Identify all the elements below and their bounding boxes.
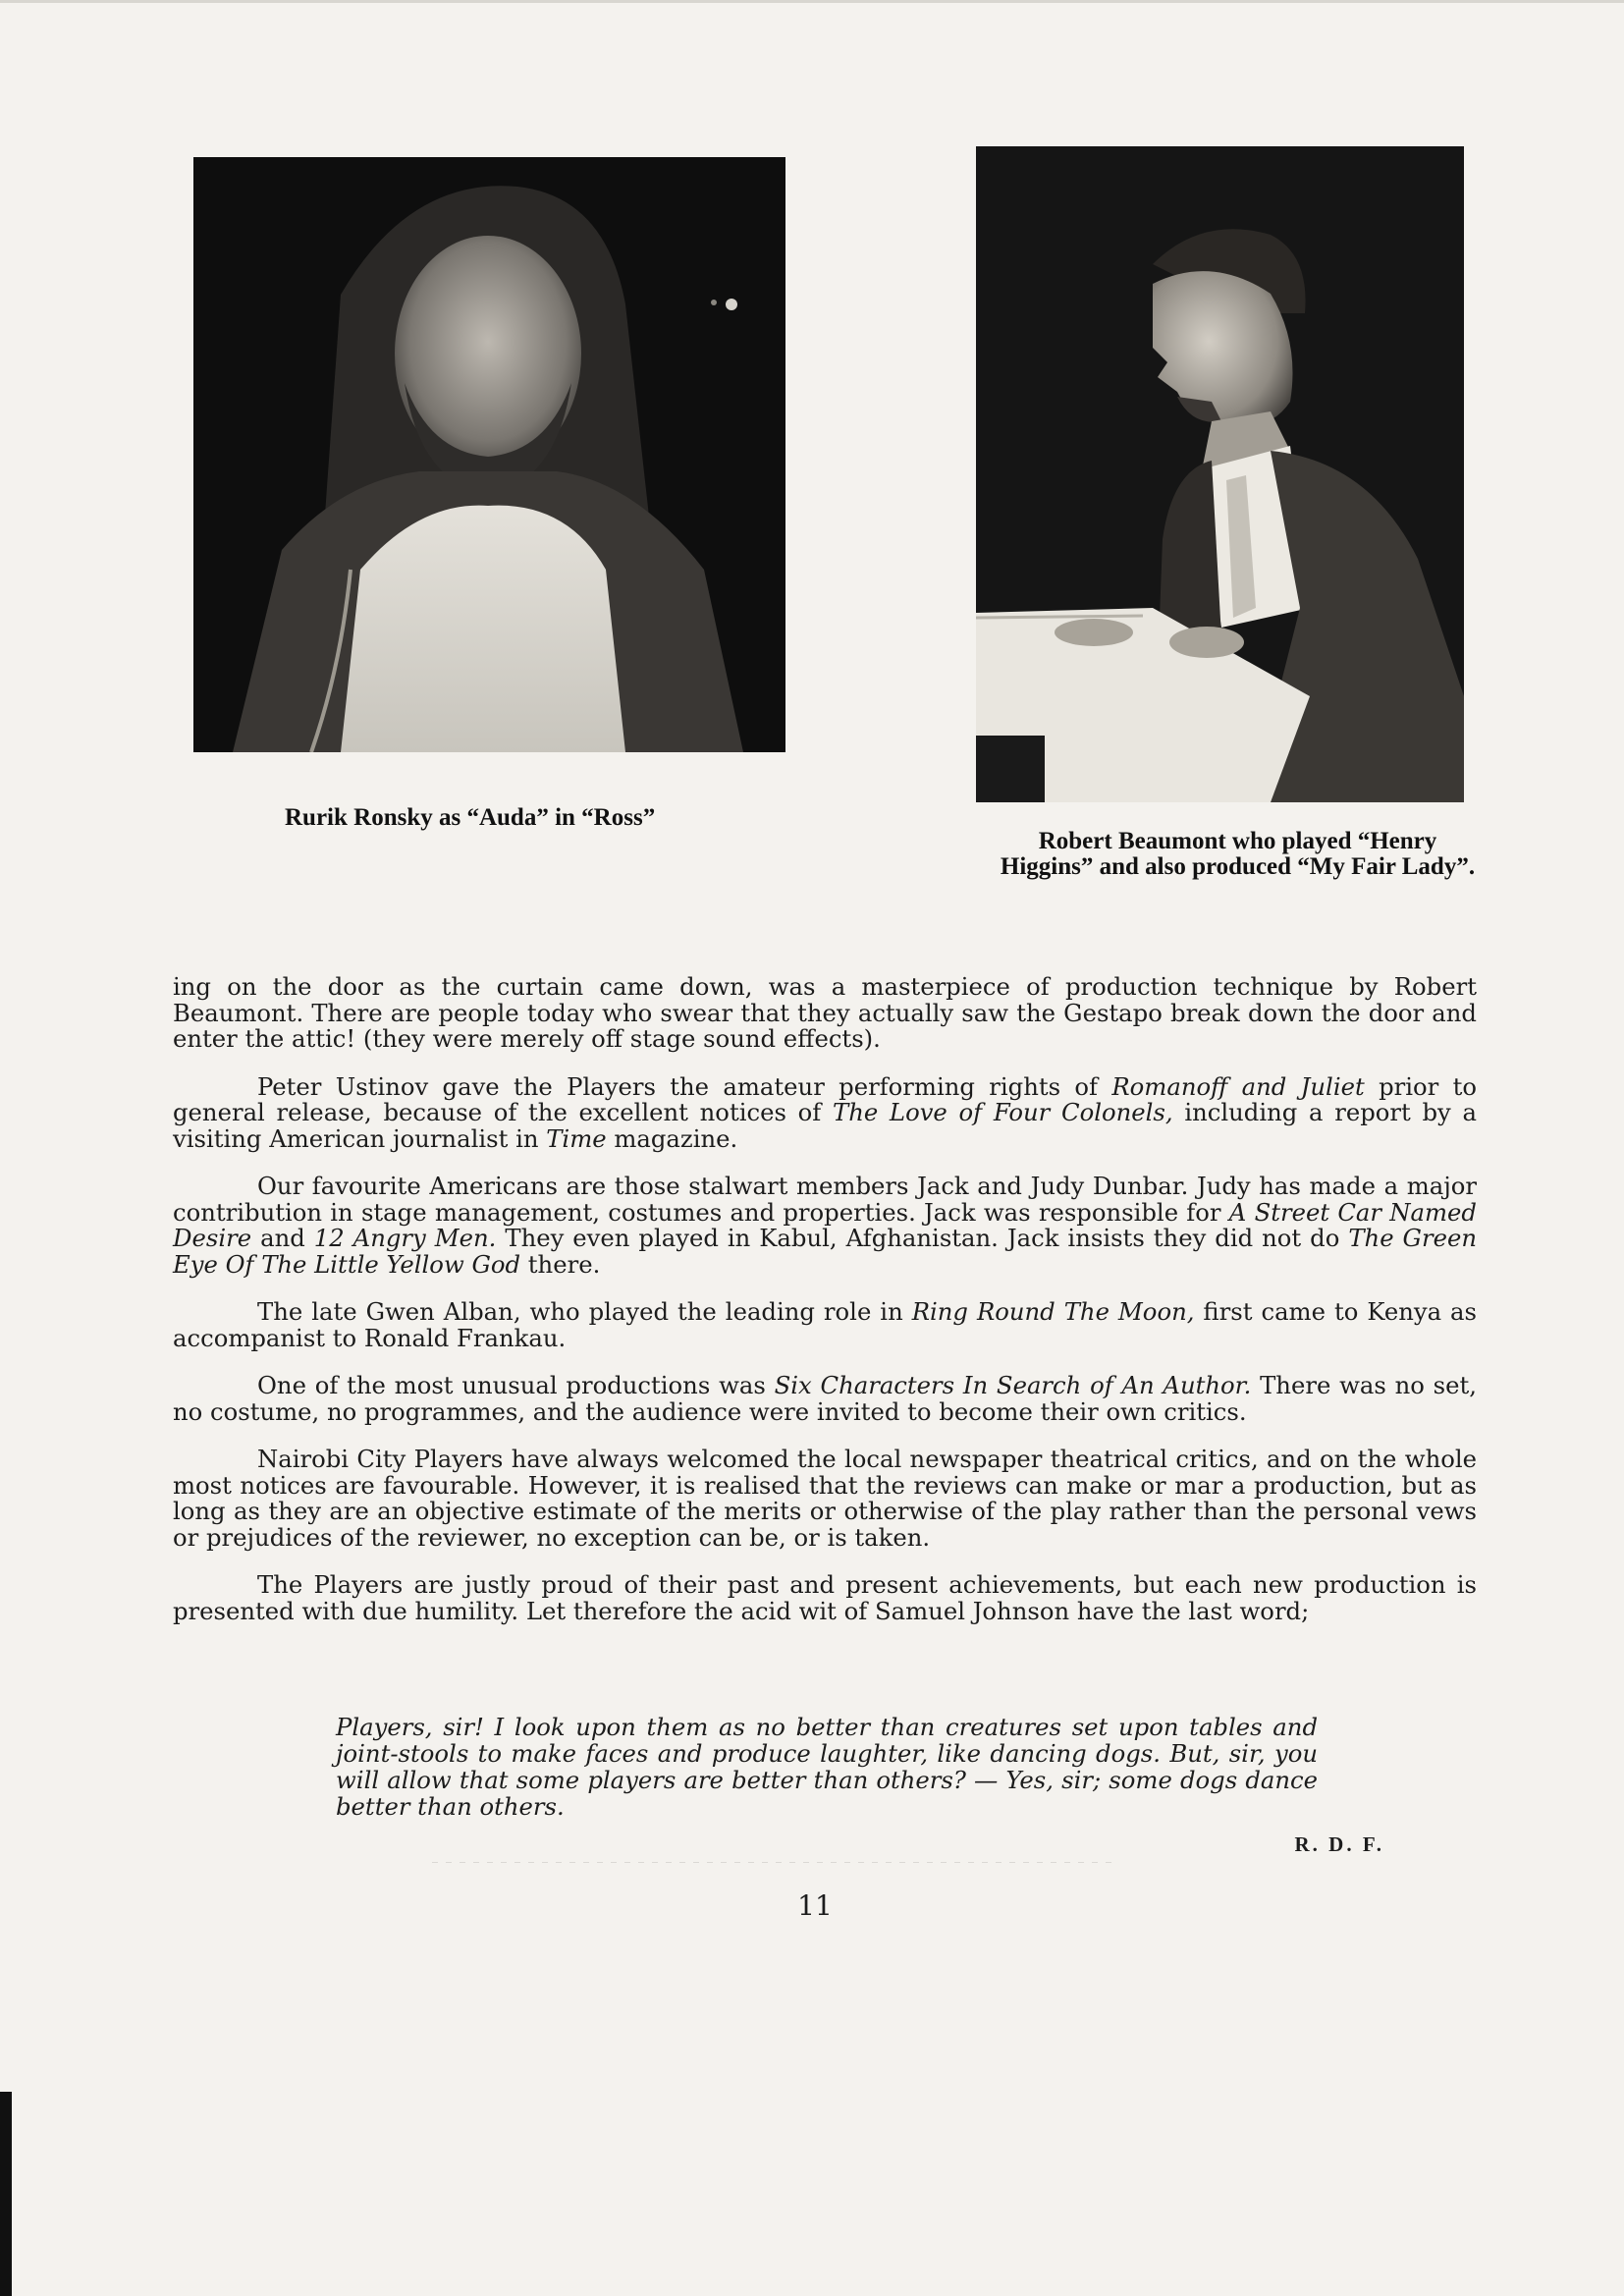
paragraph-5 <box>173 1373 1477 1425</box>
paragraph-1: ing on the door as the curtain came down, was a masterpiece of production technique by Robert Beaumont. There are people today who swear that they actually saw the Gestapo break down the door and enter the attic! (they were merely off stage sound effects). <box>173 972 1477 1053</box>
title-time-magazine: Time <box>546 1123 607 1153</box>
title-green-eye: The Green Eye Of The Little Yellow God <box>173 1224 1477 1279</box>
page-top-edge <box>0 0 1624 3</box>
title-12-angry-men: 12 Angry Men. <box>313 1224 497 1252</box>
paragraph-2-text: prior to general release, because of the excellent notices of <box>173 1071 1477 1126</box>
paragraph-3-text: and <box>251 1224 314 1252</box>
author-initials: R. D. F. <box>1294 1832 1384 1856</box>
paragraph-5-text: There was no set, no costume, no programmes, and the audience were invited to become their own critics. <box>173 1371 1477 1426</box>
paragraph-3-text: They even played in Kabul, Afghanistan. Jack insists they did not do <box>496 1224 1349 1252</box>
photo-robert-beaumont <box>976 146 1464 802</box>
paragraph-2-text: Peter Ustinov gave the Players the amateur performing rights of <box>257 1071 1112 1101</box>
photo-rurik-ronsky <box>193 157 785 752</box>
title-love-of-four-colonels: The Love of Four Colonels, <box>832 1098 1173 1126</box>
paragraph-6: Nairobi City Players have always welcomed the local newspaper theatrical critics, and on the whole most notices are favourable. However, it is realised that the reviews can make or mar a production, but as long as they are an objective estimate of the merits or otherwise of the play rather than the personal vews or prejudices of the reviewer, no exception can be, or is taken. <box>173 1445 1477 1552</box>
paragraph-2-text: magazine. <box>606 1123 738 1153</box>
paragraph-3-text: there. <box>520 1249 601 1279</box>
title-romanoff-and-juliet: Romanoff and Juliet <box>1111 1071 1365 1101</box>
faint-divider <box>432 1862 1119 1863</box>
scan-shadow-edge <box>0 2092 12 2296</box>
paragraph-4-text: The late Gwen Alban, who played the leading role in <box>257 1297 912 1326</box>
paragraph-3 <box>173 1174 1477 1278</box>
caption-rurik-ronsky: Rurik Ronsky as “Auda” in “Ross” <box>285 804 656 831</box>
article-body <box>173 974 1477 1646</box>
paragraph-7: The Players are justly proud of their past and present achievements, but each new production is presented with due humility. Let therefore the acid wit of Samuel Johnson have the last word; <box>173 1570 1477 1625</box>
photo-rurik-ronsky-image <box>193 157 785 752</box>
paragraph-3-text: Our favourite Americans are those stalwart members Jack and Judy Dunbar. Judy has made a major contribution in stage management, costumes and properties. Jack was responsible for <box>173 1172 1477 1227</box>
paragraph-2 <box>173 1071 1477 1153</box>
paragraph-4 <box>173 1299 1477 1351</box>
title-ring-round-the-moon: Ring Round The Moon, <box>911 1297 1195 1326</box>
paragraph-5-text: One of the most unusual productions was <box>257 1371 775 1399</box>
title-street-car: A Street Car Named Desire <box>173 1197 1477 1252</box>
photo-robert-beaumont-image <box>976 146 1464 802</box>
title-six-characters: Six Characters In Search of An Author. <box>774 1371 1252 1399</box>
caption-robert-beaumont: Robert Beaumont who played “Henry Higgins” and also produced “My Fair Lady”. <box>1000 828 1476 880</box>
paragraph-4-text: first came to Kenya as accompanist to Ronald Frankau. <box>173 1297 1478 1352</box>
samuel-johnson-quote: Players, sir! I look upon them as no better than creatures set upon tables and joint-stools to make faces and produce laughter, like dancing dogs. But, sir, you will allow that some players are better than others? — Yes, sir; some dogs dance better than others. <box>336 1713 1318 1821</box>
paragraph-2-text: including a report by a visiting American journalist in <box>173 1098 1477 1153</box>
page-number: 11 <box>797 1889 833 1922</box>
